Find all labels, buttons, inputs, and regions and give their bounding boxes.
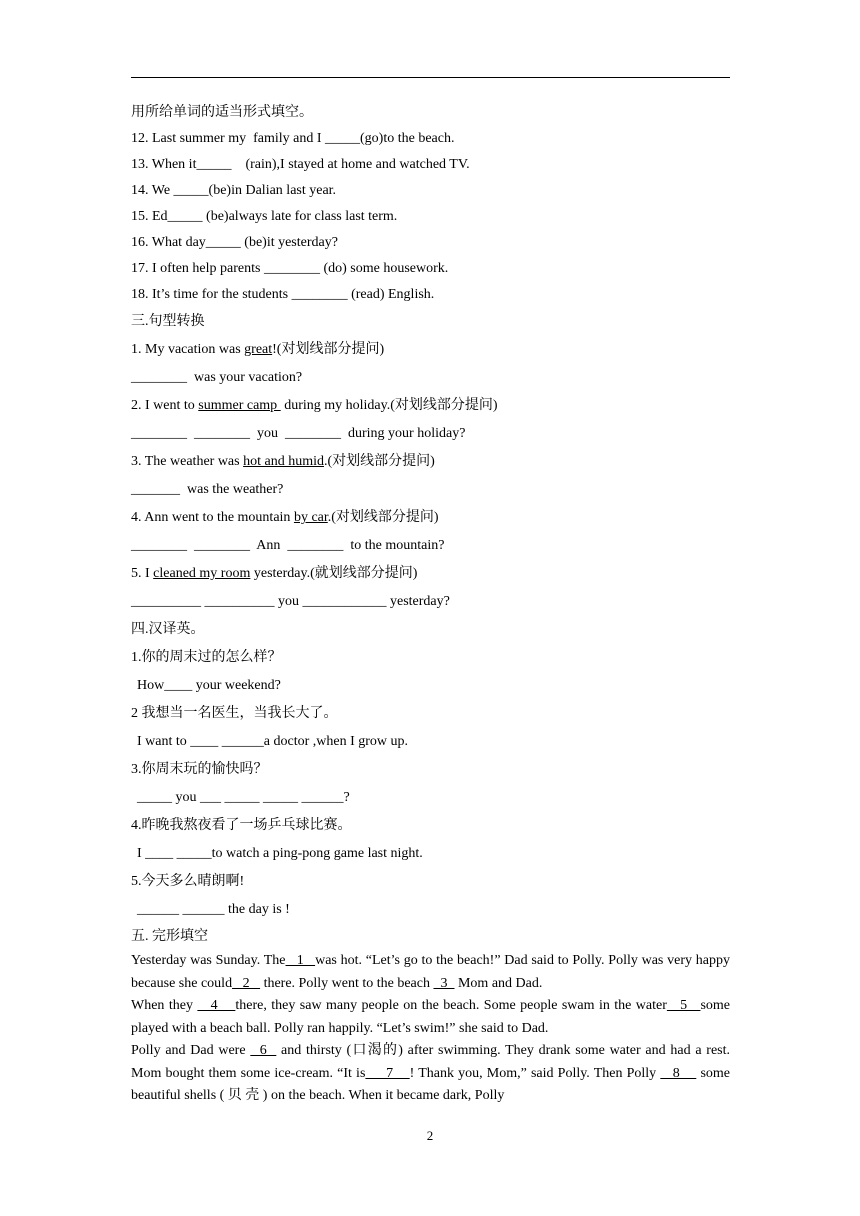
underlined-phrase: cleaned my room [153, 566, 251, 581]
blank-5: 5 [666, 998, 701, 1013]
header-rule [131, 77, 730, 78]
section-translate-title: 四.汉译英。 [131, 622, 205, 637]
transform-q2: 2. I went to summer camp during my holiday.(对划线部分提问) [131, 398, 498, 413]
fill-item-18: 18. It’s time for the students ________ (read) English. [131, 287, 435, 302]
translate-cn-1: 1.你的周末过的怎么样？ [131, 650, 282, 665]
transform-q4: 4. Ann went to the mountain by car.(对划线部分提问) [131, 510, 439, 525]
translate-en-5: ______ ______ the day is ! [137, 902, 290, 917]
transform-a3: _______ was the weather? [131, 482, 284, 497]
translate-cn-3: 3.你周末玩的愉快吗？ [131, 762, 268, 777]
blank-7: 7 [365, 1065, 410, 1081]
underlined-phrase: great [244, 342, 273, 357]
blank-1: 1 [285, 953, 316, 968]
transform-a1: ________ was your vacation? [131, 370, 303, 385]
transform-q3: 3. The weather was hot and humid.(对划线部分提问) [131, 454, 435, 469]
section-cloze-title: 五. 完形填空 [131, 929, 208, 944]
fill-item-15: 15. Ed_____ (be)always late for class last term. [131, 209, 398, 224]
blank-2: 2 [232, 975, 261, 991]
underlined-phrase: hot and humid [243, 454, 324, 469]
blank-3: 3 [433, 975, 455, 991]
cloze-passage [131, 950, 730, 1108]
underlined-phrase: summer camp [198, 398, 281, 413]
worksheet-body [131, 100, 730, 1108]
fill-item-17: 17. I often help parents ________ (do) some housework. [131, 261, 449, 276]
blank-8: 8 [660, 1065, 697, 1081]
fill-item-14: 14. We _____(be)in Dalian last year. [131, 183, 337, 198]
cloze-paragraph-1: Yesterday was Sunday. The 1 was hot. “Let’s go to the beach!” Dad said to Polly. Polly was very happy because she could 2 there. Polly went to the beach 3 Mom and Dad. [131, 953, 730, 991]
cloze-paragraph-3: Polly and Dad were 6 and thirsty (口渴的) after swimming. They drank some water and had a rest. Mom bought them some ice-cream. “It is 7 ! Thank you, Mom,” said Polly. Then Polly 8 some beautiful shells ( 贝 壳 ) on the beach. When it became dark, Polly [131, 1043, 731, 1103]
transform-q5: 5. I cleaned my room yesterday.(就划线部分提问) [131, 566, 418, 581]
transform-a2: ________ ________ you ________ during your holiday? [131, 426, 466, 441]
translate-en-2: I want to ____ ______a doctor ,when I grow up. [137, 734, 409, 749]
transform-a4: ________ ________ Ann ________ to the mountain? [131, 538, 445, 553]
translate-cn-4: 4.昨晚我熬夜看了一场乒乓球比赛。 [131, 818, 352, 833]
translate-en-3: _____ you ___ _____ _____ ______? [137, 790, 350, 805]
translate-cn-2: 2 我想当一名医生，当我长大了。 [131, 706, 338, 721]
fill-item-16: 16. What day_____ (be)it yesterday? [131, 235, 338, 250]
translate-en-4: I ____ _____to watch a ping-pong game last night. [137, 846, 423, 861]
cloze-paragraph-2: When they 4 there, they saw many people on the beach. Some people swam in the water 5 some played with a beach ball. Polly ran happily. “Let’s swim!” she said to Dad. [131, 998, 731, 1036]
translate-cn-5: 5.今天多么晴朗啊! [131, 874, 245, 889]
transform-a5: __________ __________ you ____________ yesterday? [131, 594, 450, 609]
fill-item-12: 12. Last summer my family and I _____(go)to the beach. [131, 131, 455, 146]
blank-6: 6 [250, 1043, 277, 1058]
page-number: 2 [426, 1128, 434, 1143]
section-transform-title: 三.句型转换 [131, 314, 205, 329]
translate-en-1: How____ your weekend? [137, 678, 281, 693]
blank-4: 4 [197, 998, 236, 1013]
fill-item-13: 13. When it_____ (rain),I stayed at home and watched TV. [131, 157, 470, 172]
transform-q1: 1. My vacation was great!(对划线部分提问) [131, 342, 385, 357]
section-fill-title: 用所给单词的适当形式填空。 [131, 105, 313, 120]
underlined-phrase: by car [293, 510, 328, 525]
